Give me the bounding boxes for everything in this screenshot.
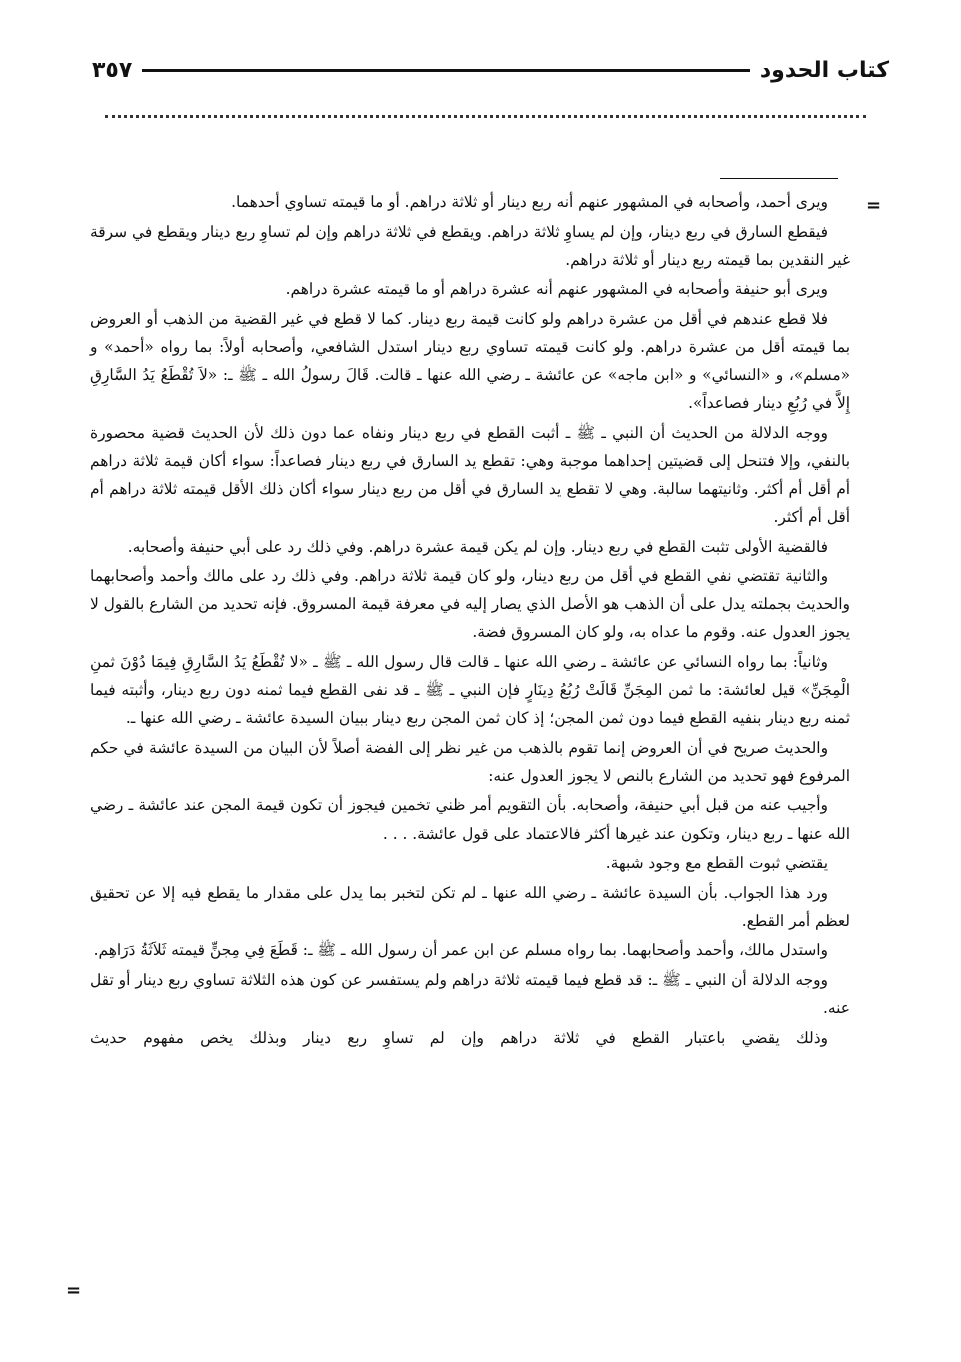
paragraph: وثانياً: بما رواه النسائي عن عائشة ـ رضي الله عنها ـ قالت قال رسول الله ـ ﷺ ـ «لا تُقْطَعُ يَدُ السَّارِقِ فِيمَا دُوْنَ ثمنِ الْمِجَنِّ» قيل لعائشة: ما ثمن المِجَنِّ قَالَتْ رُبُعُ دِينَارٍ فإن النبي ـ ﷺ ـ قد نفى القطع فيما ثمنه دون ربع دينار، وأثبته فيما ثمنه ربع دينار بنفيه القطع فيما دون ثمن المجن؛ إذ كان ثمن المجن ربع دينار ببيان السيدة عائشة ـ رضي الله عنها ـ. <box>90 653 850 728</box>
page-number: ٣٥٧ <box>92 57 133 83</box>
paragraph: فلا قطع عندهم في أقل من عشرة دراهم ولو كانت قيمة ربع دينار. كما لا قطع في غير القضية من الذهب أو العروض بما قيمته أقل من عشرة دراهم. ولو كانت قيمته تساوي ربع دينار استدل الشافعي، وأصحابه أولاً: بما رواه «أحمد» و «مسلم»، و «النسائي» و «ابن ماجه» عن عائشة ـ رضي الله عنها ـ قالت. قَالَ رسولُ الله ـ ﷺ ـ: «لاَ تُقْطَعُ يَدُ السَّارِقِ إِلاَّ في رُبُعِ دينار فصاعداً». <box>90 309 850 413</box>
continuation-marker-bottom: = <box>66 1280 82 1301</box>
paragraph: فالقضية الأولى تثبت القطع في ربع دينار. وإن لم يكن قيمة عشرة دراهم. وفي ذلك رد على أبي حنيفة وأصحابه. <box>127 537 828 556</box>
paragraph: ويرى أبو حنيفة وأصحابه في المشهور عنهم أنه عشرة دراهم أو ما قيمته عشرة دراهم. <box>285 280 828 299</box>
header-rule <box>142 69 750 72</box>
running-header <box>92 50 889 90</box>
paragraph: يقتضي ثبوت القطع مع وجود شبهة. <box>605 854 828 873</box>
footnote-text <box>90 188 850 1053</box>
dotted-separator <box>105 115 866 118</box>
paragraph: وأجيب عنه من قبل أبي حنيفة، وأصحابه. بأن التقويم أمر ظني تخمين فيجوز أن تكون قيمة المجن عند عائشة ـ رضي الله عنها ـ ربع دينار، وتكون عند غيرها أكثر فالاعتماد على قول عائشة. . . . <box>90 796 850 843</box>
continuation-marker-top: = <box>866 195 882 216</box>
footnote-rule <box>720 178 838 179</box>
paragraph: ورد هذا الجواب. بأن السيدة عائشة ـ رضي الله عنها ـ لم تكن لتخبر بما يدل على مقدار ما يقطع فيه إلا عن تحقيق لعظم أمر القطع. <box>90 883 850 930</box>
paragraph: ووجه الدلالة أن النبي ـ ﷺ ـ: قد قطع فيما قيمته ثلاثة دراهم ولم يستفسر عن كون هذه الثلاثة تساوي ربع دينار أو تقل عنه. <box>90 971 850 1018</box>
paragraph: ويرى أحمد، وأصحابه في المشهور عنهم أنه ربع دينار أو ثلاثة دراهم. أو ما قيمته تساوي أحدهما. <box>231 193 828 211</box>
paragraph: واستدل مالك، وأحمد وأصحابهما. بما رواه مسلم عن ابن عمر أن رسول الله ـ ﷺ ـ: قَطَعَ فِي مِجنٍّ قيمته ثَلاَثَةُ دَرَاهِم. <box>93 941 828 960</box>
paragraph: فيقطع السارق في ربع دينار، وإن لم يساوِ ثلاثة دراهم. ويقطع في ثلاثة دراهم وإن لم تساوِ ربع دينار ويقطع في سرقة غير النقدين بما قيمته ربع دينار أو ثلاثة دراهم. <box>90 222 850 269</box>
paragraph: وذلك يقضي باعتبار القطع في ثلاثة دراهم وإن لم تساوِ ربع دينار وبذلك يخص مفهوم حديث <box>90 1028 828 1047</box>
paragraph: ووجه الدلالة من الحديث أن النبي ـ ﷺ ـ أثبت القطع في ربع دينار ونفاه عما دون ذلك لأن الحديث قضية محصورة بالنفي، وإلا فتنحل إلى قضيتين إحداهما موجبة وهي: تقطع يد السارق في ربع دينار فصاعداً: سواء أكان قيمة ثلاثة دراهم أم أقل أم أكثر. وثانيتهما سالبة. وهي لا تقطع يد السارق في أقل من ربع دينار سواء أكان ذلك الأقل قيمته ثلاثة دراهم أم أقل أم أكثر. <box>90 423 850 527</box>
paragraph: والحديث صريح في أن العروض إنما تقوم بالذهب من غير نظر إلى الفضة أصلاً لأن البيان من السيدة عائشة في حكم المرفوع فهو تحديد من الشارع بالنص لا يجوز العدول عنه: <box>90 738 850 785</box>
paragraph: والثانية تقتضي نفي القطع في أقل من ربع دينار، ولو كان قيمة ثلاثة دراهم. وفي ذلك رد على مالك وأحمد وأصحابهما والحديث بجملته يدل على أن الذهب هو الأصل الذي يصار إليه في معرفة قيمة المسروق. فإنه تحديد من الشارع بالقول لا يجوز العدول عنه. وقوم ما عداه به، ولو كان المسروق فضة. <box>90 567 850 642</box>
chapter-title: كتاب الحدود <box>759 57 889 83</box>
